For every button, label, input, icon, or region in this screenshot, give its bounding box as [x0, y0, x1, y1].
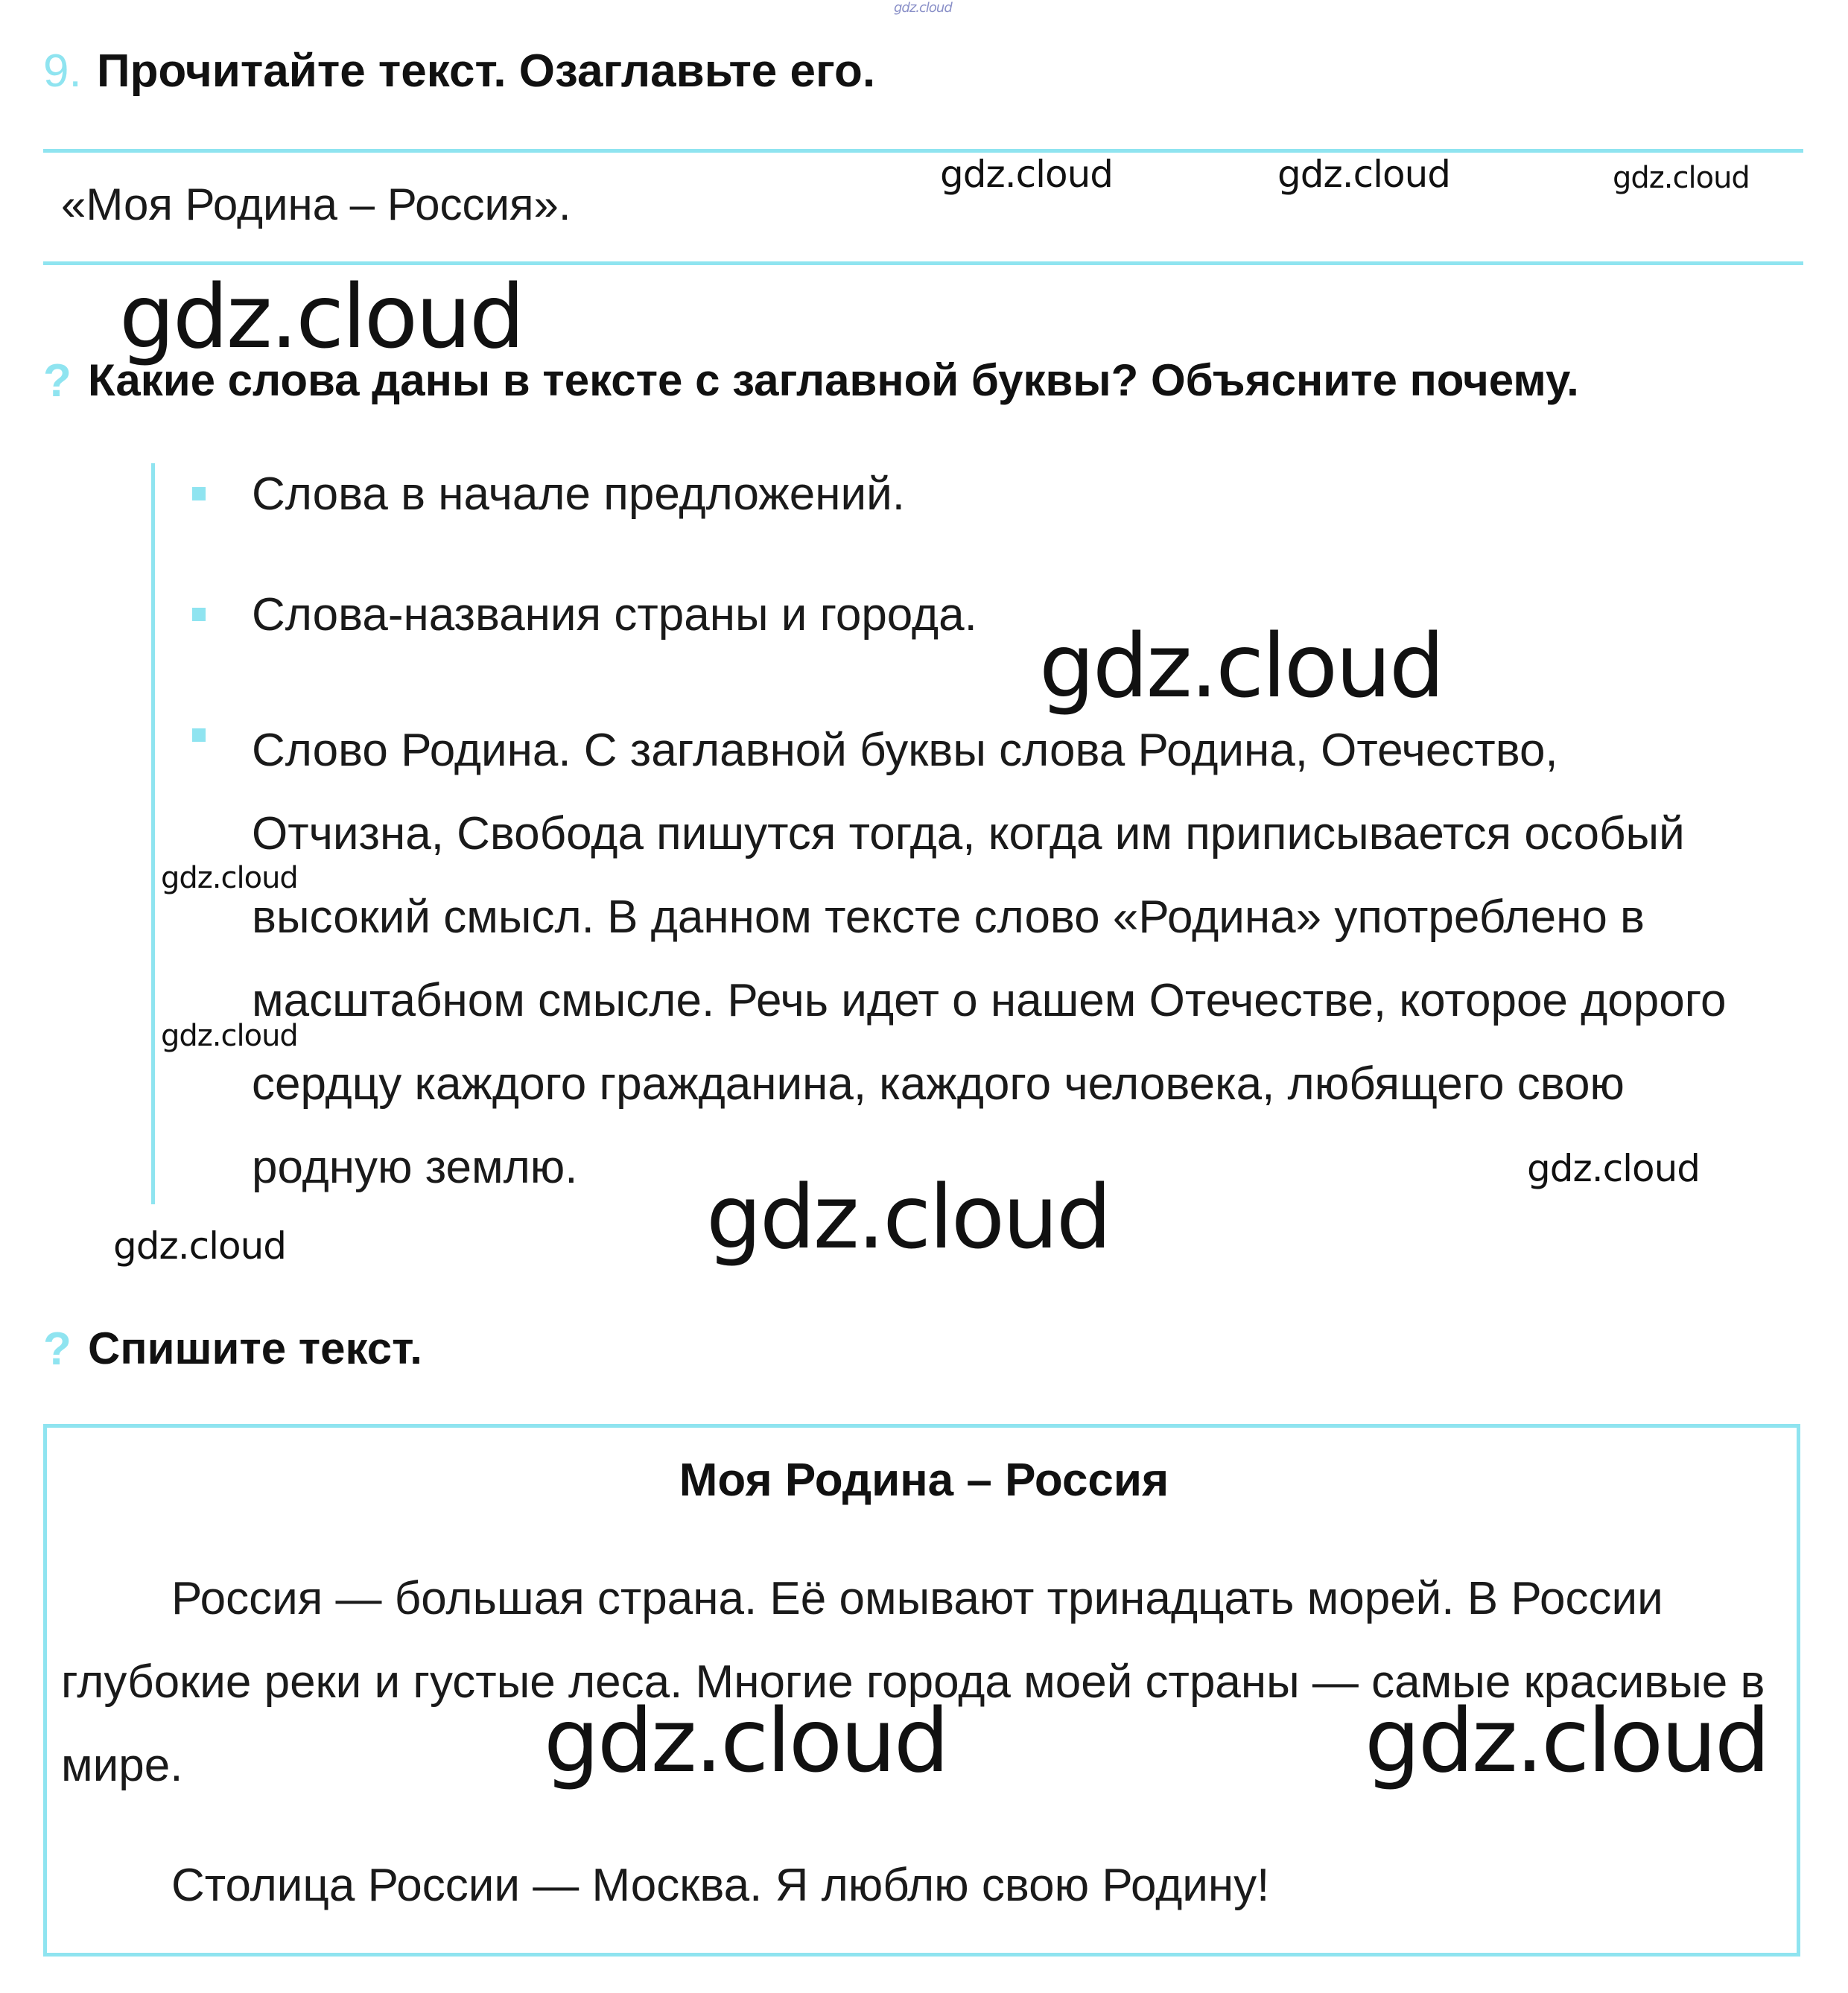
watermark: gdz.cloud	[1365, 1689, 1768, 1792]
watermark: gdz.cloud	[161, 861, 298, 895]
question-icon: ?	[43, 355, 72, 407]
watermark: gdz.cloud	[161, 1019, 298, 1053]
watermark: gdz.cloud	[894, 0, 952, 16]
watermark: gdz.cloud	[1277, 153, 1451, 196]
bullet-icon	[192, 728, 206, 742]
watermark: gdz.cloud	[544, 1689, 947, 1792]
answer-side-line	[151, 463, 155, 1204]
task-number: 9.	[43, 45, 82, 97]
list-item: Слова-названия страны и города.	[252, 589, 977, 641]
watermark: gdz.cloud	[706, 1166, 1110, 1268]
watermark: gdz.cloud	[940, 153, 1114, 196]
watermark: gdz.cloud	[1613, 161, 1750, 195]
task-title: Прочитайте текст. Озаглавьте его.	[97, 45, 876, 97]
answer-title: «Моя Родина – Россия».	[61, 179, 571, 229]
watermark: gdz.cloud	[1039, 614, 1443, 717]
bullet-icon	[192, 608, 206, 621]
watermark: gdz.cloud	[119, 265, 523, 368]
list-item: Слово Родина. С заглавной буквы слова Родина, Отечество, Отчизна, Свобода пишутся тогда, когда им приписывается особый высокий смысл. В данном тексте слово «Родина» употреблено в масштабном смысле. Речь идет о нашем Отечестве, которое дорого сердцу каждого гражданина, каждого человека, любящего свою родную землю.	[252, 725, 1727, 1193]
divider-top	[43, 149, 1803, 153]
list-item: Слова в начале предложений.	[252, 468, 905, 520]
bullet-icon	[192, 487, 206, 500]
question-icon: ?	[43, 1323, 72, 1375]
copy-text-title: Моя Родина – Россия	[679, 1455, 1169, 1506]
watermark: gdz.cloud	[113, 1224, 287, 1268]
copy-text-paragraph: Россия — большая страна. Её омывают тринадцать морей. В России глубокие реки и густые леса. Многие города моей страны — самые красивые в мире.	[61, 1573, 1765, 1791]
question-text: Какие слова даны в тексте с заглавной буквы? Объясните почему.	[88, 355, 1579, 405]
copy-text-paragraph: Столица России — Москва. Я люблю свою Родину!	[171, 1860, 1270, 1911]
question-text: Спишите текст.	[88, 1323, 422, 1373]
watermark: gdz.cloud	[1527, 1147, 1701, 1190]
